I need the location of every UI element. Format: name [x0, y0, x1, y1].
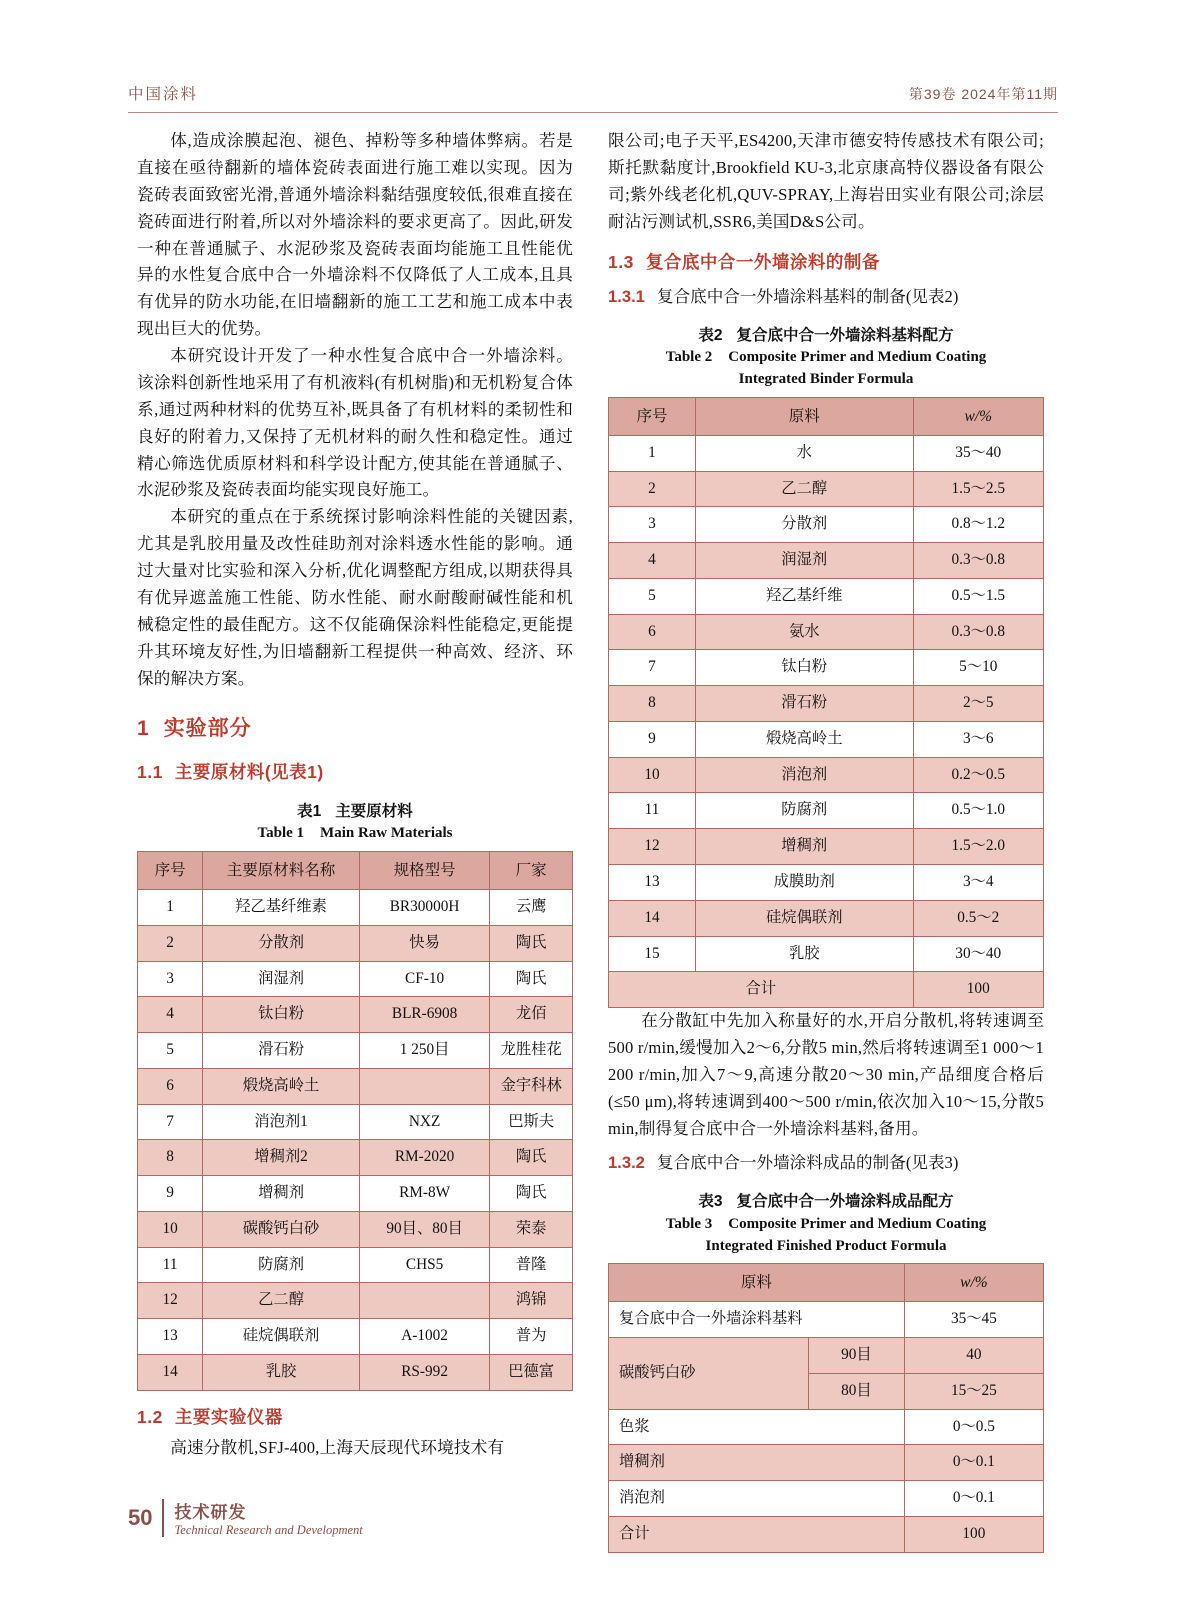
cell-no: 11 [138, 1247, 203, 1283]
table3-label-cn: 表3 [698, 1193, 723, 1211]
cell-material: 乳胶 [696, 936, 914, 972]
cell-no: 14 [609, 900, 696, 936]
cell-weight: 2～5 [913, 686, 1044, 722]
process-paragraph: 在分散缸中先加入称量好的水,开启分散机,将转速调至500 r/min,缓慢加入2～6,分散5 min,然后将转速调至1 000～1 200 r/min,加入7～9,高速分散20～30 min,产品细度合格后(≤50 μm),将转速调到400～500 r/min,依次加入10～15,分散5 min,制得复合底中合一外墙涂料基料,备用。 [608, 1011, 1044, 1138]
table1-caption-cn [137, 801, 573, 823]
cell-no: 13 [609, 864, 696, 900]
cell-no: 12 [609, 829, 696, 865]
cell-maker: 普为 [490, 1319, 573, 1355]
page-footer [128, 1498, 363, 1538]
cell-maker: 龙胜桂花 [490, 1033, 573, 1069]
cell-spec: CHS5 [359, 1247, 490, 1283]
table3-caption-cn [608, 1191, 1044, 1213]
right-column [608, 128, 1044, 1553]
table1-caption-en [137, 823, 573, 845]
subsection-number: 1.3 [608, 251, 634, 272]
cell-no: 3 [609, 507, 696, 543]
table-row [138, 890, 573, 926]
table-row [609, 936, 1044, 972]
table2-caption-cn [608, 325, 1044, 347]
cell-material: 成膜助剂 [696, 864, 914, 900]
cell-weight: 1.5～2.5 [913, 471, 1044, 507]
table-row [138, 1104, 573, 1140]
cell-no: 8 [609, 686, 696, 722]
cell-weight: 30～40 [913, 936, 1044, 972]
table-row [609, 829, 1044, 865]
subsubsection-title: 复合底中合一外墙涂料成品的制备(见表3) [656, 1153, 959, 1173]
footer-divider [162, 1499, 164, 1537]
col-header-material: 原料 [696, 397, 914, 435]
table3-caption [608, 1191, 1044, 1257]
cell-material: 消泡剂 [609, 1481, 905, 1517]
cell-material: 润湿剂 [203, 961, 360, 997]
cell-material: 钛白粉 [203, 997, 360, 1033]
cell-no: 7 [609, 650, 696, 686]
cell-weight: 0.5～1.5 [913, 578, 1044, 614]
cell-total-label: 合计 [609, 1516, 905, 1552]
cell-weight: 0.2～0.5 [913, 757, 1044, 793]
table-main-raw-materials [137, 851, 573, 1391]
cell-no: 6 [609, 614, 696, 650]
cell-spec: RS-992 [359, 1355, 490, 1391]
table-row [609, 507, 1044, 543]
cell-material: 增稠剂 [203, 1176, 360, 1212]
cell-weight: 0～0.1 [904, 1481, 1043, 1517]
footer-section [174, 1498, 362, 1538]
cell-weight: 0～0.1 [904, 1445, 1043, 1481]
cell-no: 2 [609, 471, 696, 507]
paragraph-2: 本研究设计开发了一种水性复合底中合一外墙涂料。该涂料创新性地采用了有机液料(有机树脂)和无机粉复合体系,通过两种材料的优势互补,既具备了有机材料的柔韧性和良好的附着力,又保持了无机材料的耐久性和稳定性。通过精心筛选优质原材料和科学设计配方,使其能在普通腻子、水泥砂浆及瓷砖表面均能实现良好施工。 [137, 346, 573, 500]
page-number: 50 [128, 1505, 153, 1530]
left-column [137, 128, 573, 1462]
table-row [609, 1445, 1044, 1481]
cell-total-value: 100 [913, 972, 1044, 1008]
cell-mesh: 90目 [809, 1338, 905, 1374]
cell-no: 9 [138, 1176, 203, 1212]
cell-material: 碳酸钙白砂 [203, 1211, 360, 1247]
cell-weight: 1.5～2.0 [913, 829, 1044, 865]
cell-spec: BR30000H [359, 890, 490, 926]
table-row [609, 686, 1044, 722]
cell-no: 4 [609, 543, 696, 579]
cell-material: 增稠剂 [609, 1445, 905, 1481]
table-row [609, 900, 1044, 936]
cell-maker: 陶氏 [490, 1176, 573, 1212]
issue-info: 第39卷 2024年第11期 [908, 86, 1058, 102]
journal-name: 中国涂料 [128, 86, 199, 103]
section-heading-1-3-1 [608, 284, 1044, 311]
cell-weight: 0.8～1.2 [913, 507, 1044, 543]
cell-no: 8 [138, 1140, 203, 1176]
cell-spec: A-1002 [359, 1319, 490, 1355]
cell-material: 分散剂 [696, 507, 914, 543]
table2-title-en: Composite Primer and Medium Coating [728, 349, 987, 366]
table-row [609, 793, 1044, 829]
cell-weight: 40 [904, 1338, 1043, 1374]
cell-spec: 1 250目 [359, 1033, 490, 1069]
table1-label-en: Table 1 [257, 825, 305, 842]
cell-maker: 陶氏 [490, 1140, 573, 1176]
cell-material: 防腐剂 [203, 1247, 360, 1283]
table-row [609, 650, 1044, 686]
col-header-no: 序号 [609, 397, 696, 435]
cell-no: 7 [138, 1104, 203, 1140]
cell-no: 9 [609, 721, 696, 757]
col-header-material: 主要原材料名称 [203, 851, 360, 889]
cell-maker: 云鹰 [490, 890, 573, 926]
table2-caption-en [608, 347, 1044, 369]
cell-material: 钛白粉 [696, 650, 914, 686]
table2-caption [608, 325, 1044, 391]
cell-material: 消泡剂1 [203, 1104, 360, 1140]
subsection-title: 主要原材料(见表1) [174, 762, 324, 783]
table-total-row [609, 972, 1044, 1008]
table-row [609, 721, 1044, 757]
table-row [138, 961, 573, 997]
cell-spec: 快易 [359, 925, 490, 961]
cell-material: 润湿剂 [696, 543, 914, 579]
cell-total-value: 100 [904, 1516, 1043, 1552]
table-header-row [138, 851, 573, 889]
paragraph-1: 体,造成涂膜起泡、褪色、掉粉等多种墙体弊病。若是直接在亟待翻新的墙体瓷砖表面进行施工难以实现。因为瓷砖表面致密光滑,普通外墙涂料黏结强度较低,很难直接在瓷砖面进行附着,所以对外墙涂料的要求更高了。因此,研发一种在普通腻子、水泥砂浆及瓷砖表面均能施工且性能优异的水性复合底中合一外墙涂料不仅降低了人工成本,且具有优异的防水功能,在旧墙翻新的施工工艺和施工成本中表现出巨大的优势。 [137, 131, 573, 339]
cell-no: 14 [138, 1355, 203, 1391]
cell-maker: 鸿锦 [490, 1283, 573, 1319]
cell-spec: NXZ [359, 1104, 490, 1140]
table3-title-cn: 复合底中合一外墙涂料成品配方 [736, 1193, 954, 1211]
table-total-row [609, 1516, 1044, 1552]
cell-no: 4 [138, 997, 203, 1033]
cell-material: 煅烧高岭土 [696, 721, 914, 757]
table-row [609, 1481, 1044, 1517]
cell-no: 1 [609, 435, 696, 471]
table2-label-en: Table 2 [665, 349, 713, 366]
cell-weight: 0～0.5 [904, 1409, 1043, 1445]
section-number: 1 [137, 717, 150, 741]
table-header-row [609, 1264, 1044, 1302]
cell-no: 10 [609, 757, 696, 793]
table1-title-en: Main Raw Materials [320, 825, 453, 842]
cell-spec: CF-10 [359, 961, 490, 997]
cell-material: 氨水 [696, 614, 914, 650]
cell-weight: 15～25 [904, 1373, 1043, 1409]
cell-no: 15 [609, 936, 696, 972]
table-row [138, 1319, 573, 1355]
cell-maker: 普隆 [490, 1247, 573, 1283]
section-heading-1-3-2 [608, 1150, 1044, 1177]
cell-no: 6 [138, 1068, 203, 1104]
subsubsection-number: 1.3.2 [608, 1153, 645, 1173]
cell-material: 羟乙基纤维 [696, 578, 914, 614]
cell-material: 防腐剂 [696, 793, 914, 829]
cell-maker: 巴德富 [490, 1355, 573, 1391]
table-row [138, 1283, 573, 1319]
table-row [609, 864, 1044, 900]
cell-material: 乳胶 [203, 1355, 360, 1391]
cell-weight: 3～4 [913, 864, 1044, 900]
table-row [609, 435, 1044, 471]
cell-spec [359, 1283, 490, 1319]
table-row [609, 1338, 1044, 1374]
cell-maker: 巴斯夫 [490, 1104, 573, 1140]
section-heading-1-3 [608, 248, 1044, 276]
table-row [609, 614, 1044, 650]
col-header-weight: w/% [913, 397, 1044, 435]
table-row [609, 1409, 1044, 1445]
cell-weight: 35～45 [904, 1302, 1043, 1338]
cell-no: 1 [138, 890, 203, 926]
table-row [609, 1302, 1044, 1338]
section-title: 实验部分 [163, 717, 252, 741]
cell-maker: 荣泰 [490, 1211, 573, 1247]
cell-maker: 龙佰 [490, 997, 573, 1033]
footer-section-cn: 技术研发 [174, 1503, 247, 1522]
cell-no: 2 [138, 925, 203, 961]
cell-material: 乙二醇 [696, 471, 914, 507]
cell-weight: 0.3～0.8 [913, 614, 1044, 650]
cell-material: 硅烷偶联剂 [696, 900, 914, 936]
table-row [138, 1247, 573, 1283]
table-row [609, 543, 1044, 579]
cell-total-label: 合计 [609, 972, 914, 1008]
cell-weight: 0.5～1.0 [913, 793, 1044, 829]
cell-spec: BLR-6908 [359, 997, 490, 1033]
instruments-continued: 限公司;电子天平,ES4200,天津市德安特传感技术有限公司;斯托默黏度计,Brookfield KU-3,北京康高特仪器设备有限公司;紫外线老化机,QUV-SPRAY,上海岩田实业有限公司;涂层耐沾污测试机,SSR6,美国D&S公司。 [608, 131, 1044, 231]
cell-material: 复合底中合一外墙涂料基料 [609, 1302, 905, 1338]
table1-caption [137, 801, 573, 845]
page-header [128, 82, 1058, 104]
cell-material: 羟乙基纤维素 [203, 890, 360, 926]
table-row [138, 1355, 573, 1391]
table3-label-en: Table 3 [665, 1215, 713, 1232]
cell-no: 11 [609, 793, 696, 829]
table-row [138, 1140, 573, 1176]
cell-weight: 0.5～2 [913, 900, 1044, 936]
cell-weight: 0.3～0.8 [913, 543, 1044, 579]
table-binder-formula [608, 397, 1044, 1008]
cell-spec: RM-2020 [359, 1140, 490, 1176]
table-row [609, 757, 1044, 793]
cell-weight: 35～40 [913, 435, 1044, 471]
cell-maker: 金宇科林 [490, 1068, 573, 1104]
col-header-spec: 规格型号 [359, 851, 490, 889]
cell-material: 碳酸钙白砂 [609, 1338, 809, 1410]
table-row [609, 471, 1044, 507]
table-row [138, 997, 573, 1033]
cell-no: 12 [138, 1283, 203, 1319]
cell-material: 增稠剂2 [203, 1140, 360, 1176]
table3-title-en: Composite Primer and Medium Coating [728, 1215, 987, 1232]
cell-maker: 陶氏 [490, 961, 573, 997]
cell-material: 色浆 [609, 1409, 905, 1445]
table-row [138, 1033, 573, 1069]
cell-material: 消泡剂 [696, 757, 914, 793]
cell-spec: 90目、80目 [359, 1211, 490, 1247]
table2-title-cn: 复合底中合一外墙涂料基料配方 [736, 326, 954, 344]
col-header-no: 序号 [138, 851, 203, 889]
cell-weight: 3～6 [913, 721, 1044, 757]
cell-no: 3 [138, 961, 203, 997]
cell-no: 5 [138, 1033, 203, 1069]
paragraph-3: 本研究的重点在于系统探讨影响涂料性能的关键因素,尤其是乳胶用量及改性硅助剂对涂料透水性能的影响。通过大量对比实验和深入分析,优化调整配方组成,以期获得具有优异遮盖施工性能、防水性能、耐水耐酸耐碱性能和机械稳定性的最佳配方。这不仅能确保涂料性能稳定,更能提升其环境友好性,为旧墙翻新工程提供一种高效、经济、环保的解决方案。 [137, 507, 573, 688]
subsection-number: 1.2 [137, 1406, 163, 1427]
instruments-paragraph: 高速分散机,SFJ-400,上海天辰现代环境技术有 [170, 1438, 505, 1458]
cell-spec: RM-8W [359, 1176, 490, 1212]
cell-weight: 5～10 [913, 650, 1044, 686]
table-header-row [609, 397, 1044, 435]
table2-label-cn: 表2 [698, 326, 723, 344]
subsubsection-title: 复合底中合一外墙涂料基料的制备(见表2) [656, 286, 959, 306]
table-row [138, 1068, 573, 1104]
table-row [609, 578, 1044, 614]
table3-caption-en [608, 1214, 1044, 1236]
table1-title-cn: 主要原材料 [335, 802, 413, 820]
section-heading-1-2 [137, 1403, 573, 1431]
footer-section-en: Technical Research and Development [174, 1523, 363, 1537]
cell-no: 10 [138, 1211, 203, 1247]
subsection-title: 主要实验仪器 [174, 1406, 283, 1427]
cell-material: 硅烷偶联剂 [203, 1319, 360, 1355]
cell-no: 13 [138, 1319, 203, 1355]
col-header-maker: 厂家 [490, 851, 573, 889]
header-divider [128, 112, 1058, 113]
cell-mesh: 80目 [809, 1373, 905, 1409]
subsection-title: 复合底中合一外墙涂料的制备 [645, 251, 880, 272]
table-finished-product-formula [608, 1263, 1044, 1552]
subsubsection-number: 1.3.1 [608, 286, 645, 306]
section-heading-1 [137, 712, 573, 746]
table2-caption-en-line2: Integrated Binder Formula [738, 370, 914, 387]
cell-no: 5 [609, 578, 696, 614]
table-row [138, 1211, 573, 1247]
cell-material: 滑石粉 [203, 1033, 360, 1069]
col-header-material: 原料 [609, 1264, 905, 1302]
table3-caption-en-line2: Integrated Finished Product Formula [705, 1237, 947, 1254]
cell-material: 煅烧高岭土 [203, 1068, 360, 1104]
table1-label-cn: 表1 [297, 802, 322, 820]
cell-material: 乙二醇 [203, 1283, 360, 1319]
subsection-number: 1.1 [137, 762, 163, 783]
table-row [138, 1176, 573, 1212]
col-header-weight: w/% [904, 1264, 1043, 1302]
cell-maker: 陶氏 [490, 925, 573, 961]
cell-spec [359, 1068, 490, 1104]
section-heading-1-1 [137, 758, 573, 786]
cell-material: 水 [696, 435, 914, 471]
cell-material: 滑石粉 [696, 686, 914, 722]
cell-material: 增稠剂 [696, 829, 914, 865]
cell-material: 分散剂 [203, 925, 360, 961]
table-row [138, 925, 573, 961]
